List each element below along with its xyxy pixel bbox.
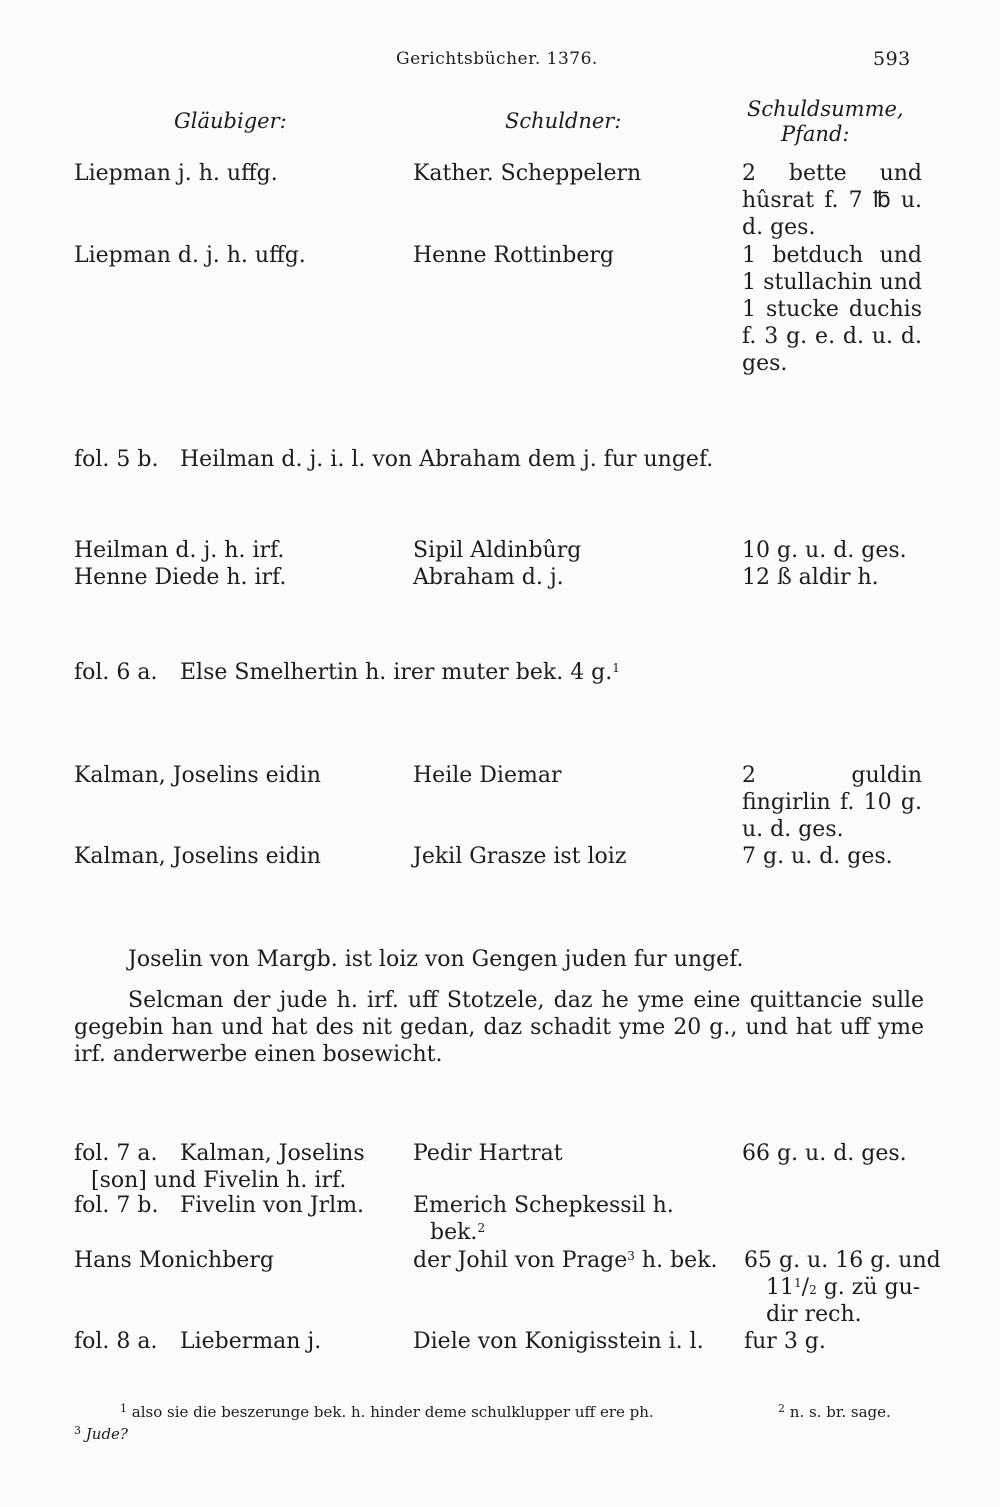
- fraction-slash: /: [801, 1275, 810, 1300]
- fraction-bottom: 2: [809, 1283, 817, 1297]
- creditor: Liepman d. j. h. uffg.: [74, 243, 306, 268]
- amount: 1 betduch und 1 stullachin und 1 stucke duchis f. 3 g. e. d. u. d. ges.: [742, 243, 922, 376]
- creditor: Heilman d. j. h. irf.: [74, 538, 285, 563]
- debtor: Emerich Schepkessil h.: [413, 1193, 674, 1218]
- debtor-continued-text: bek.: [430, 1220, 478, 1245]
- footnote-1: [120, 1400, 654, 1424]
- creditor: Liepman j. h. uffg.: [74, 161, 278, 186]
- column-header-pledge: Pfand:: [781, 122, 850, 146]
- entry-text: [180, 659, 620, 686]
- debtor-continued: [430, 1219, 485, 1246]
- amount: 65 g. u. 16 g. und: [744, 1248, 941, 1273]
- column-header-debtor: Schuldner:: [505, 109, 622, 133]
- folio-ref: fol. 7 a.: [74, 1141, 158, 1166]
- paragraph: Joselin von Margb. ist loiz von Gengen juden fur ungef.: [128, 947, 744, 972]
- entry-text: Heilman d. j. i. l. von Abraham dem j. fur ungef.: [180, 447, 714, 472]
- folio-ref: fol. 8 a.: [74, 1329, 158, 1354]
- creditor: Hans Monichberg: [74, 1248, 274, 1273]
- debtor: Kather. Scheppelern: [413, 161, 642, 186]
- debtor-tail: h. bek.: [634, 1248, 718, 1273]
- footnote-text: Jude?: [85, 1425, 128, 1443]
- amount-continued: [766, 1274, 920, 1304]
- footnote-mark: 1: [120, 1402, 127, 1415]
- footnote-ref: 2: [477, 1221, 486, 1235]
- folio-ref: fol. 7 b.: [74, 1193, 159, 1218]
- debtor: Diele von Konigisstein i. l.: [413, 1329, 704, 1354]
- creditor: Kalman, Joselins eidin: [74, 763, 321, 788]
- folio-ref: fol. 5 b.: [74, 447, 159, 472]
- paragraph: Selcman der jude h. irf. uff Stotzele, daz he yme eine quittancie sulle gegebin han und hat des nit gedan, daz schadit yme 20 g., und hat uff yme irf. anderwerbe einen bosewicht.: [74, 988, 924, 1067]
- debtor: Sipil Aldinbûrg: [413, 538, 582, 563]
- amount: fur 3 g.: [744, 1329, 826, 1354]
- amount: 2 guldin fingirlin f. 10 g. u. d. ges.: [742, 763, 922, 842]
- entry-text-main: Else Smelhertin h. irer muter bek. 4 g.: [180, 660, 613, 685]
- debtor: [413, 1247, 718, 1274]
- creditor: Henne Diede h. irf.: [74, 565, 287, 590]
- amount-text: g. zü gu-: [816, 1275, 921, 1300]
- page-number: 593: [873, 48, 911, 70]
- creditor: Lieberman j.: [180, 1329, 322, 1354]
- creditor-continued: [son] und Fivelin h. irf.: [91, 1168, 347, 1193]
- amount-continued: dir rech.: [766, 1302, 862, 1327]
- debtor: Jekil Grasze ist loiz: [413, 844, 627, 869]
- debtor: Heile Diemar: [413, 763, 562, 788]
- debtor-name: der Johil von Prage: [413, 1248, 628, 1273]
- running-title: Gerichtsbücher. 1376.: [396, 49, 598, 69]
- footnote-mark: 2: [778, 1402, 785, 1415]
- column-header-creditor: Gläubiger:: [174, 109, 287, 133]
- footnote-text: n. s. br. sage.: [789, 1403, 891, 1421]
- creditor: Kalman, Joselins eidin: [74, 844, 321, 869]
- amount: 10 g. u. d. ges.: [742, 538, 907, 563]
- column-header-amount: Schuldsumme,: [747, 97, 904, 121]
- creditor: Kalman, Joselins: [180, 1141, 365, 1166]
- amount: 7 g. u. d. ges.: [742, 844, 893, 869]
- fraction-top: 1: [794, 1276, 802, 1290]
- debtor: Henne Rottinberg: [413, 243, 614, 268]
- folio-ref: fol. 6 a.: [74, 660, 158, 685]
- footnote-mark: 3: [74, 1424, 81, 1437]
- footnote-3: [74, 1422, 128, 1446]
- amount: 2 bette und hûsrat f. 7 ℔ u. d. ges.: [742, 161, 922, 240]
- debtor: Pedir Hartrat: [413, 1141, 563, 1166]
- creditor: Fivelin von Jrlm.: [180, 1193, 365, 1218]
- amount: 12 ß aldir h.: [742, 565, 879, 590]
- debtor: Abraham d. j.: [413, 565, 564, 590]
- footnote-text: also sie die beszerunge bek. h. hinder deme schulklupper uff ere ph.: [131, 1403, 654, 1421]
- footnote-ref: 3: [627, 1249, 635, 1263]
- amount-number: 11: [766, 1275, 794, 1300]
- amount: 66 g. u. d. ges.: [742, 1141, 907, 1166]
- footnote-ref: 1: [612, 661, 620, 675]
- footnote-2: [778, 1400, 891, 1424]
